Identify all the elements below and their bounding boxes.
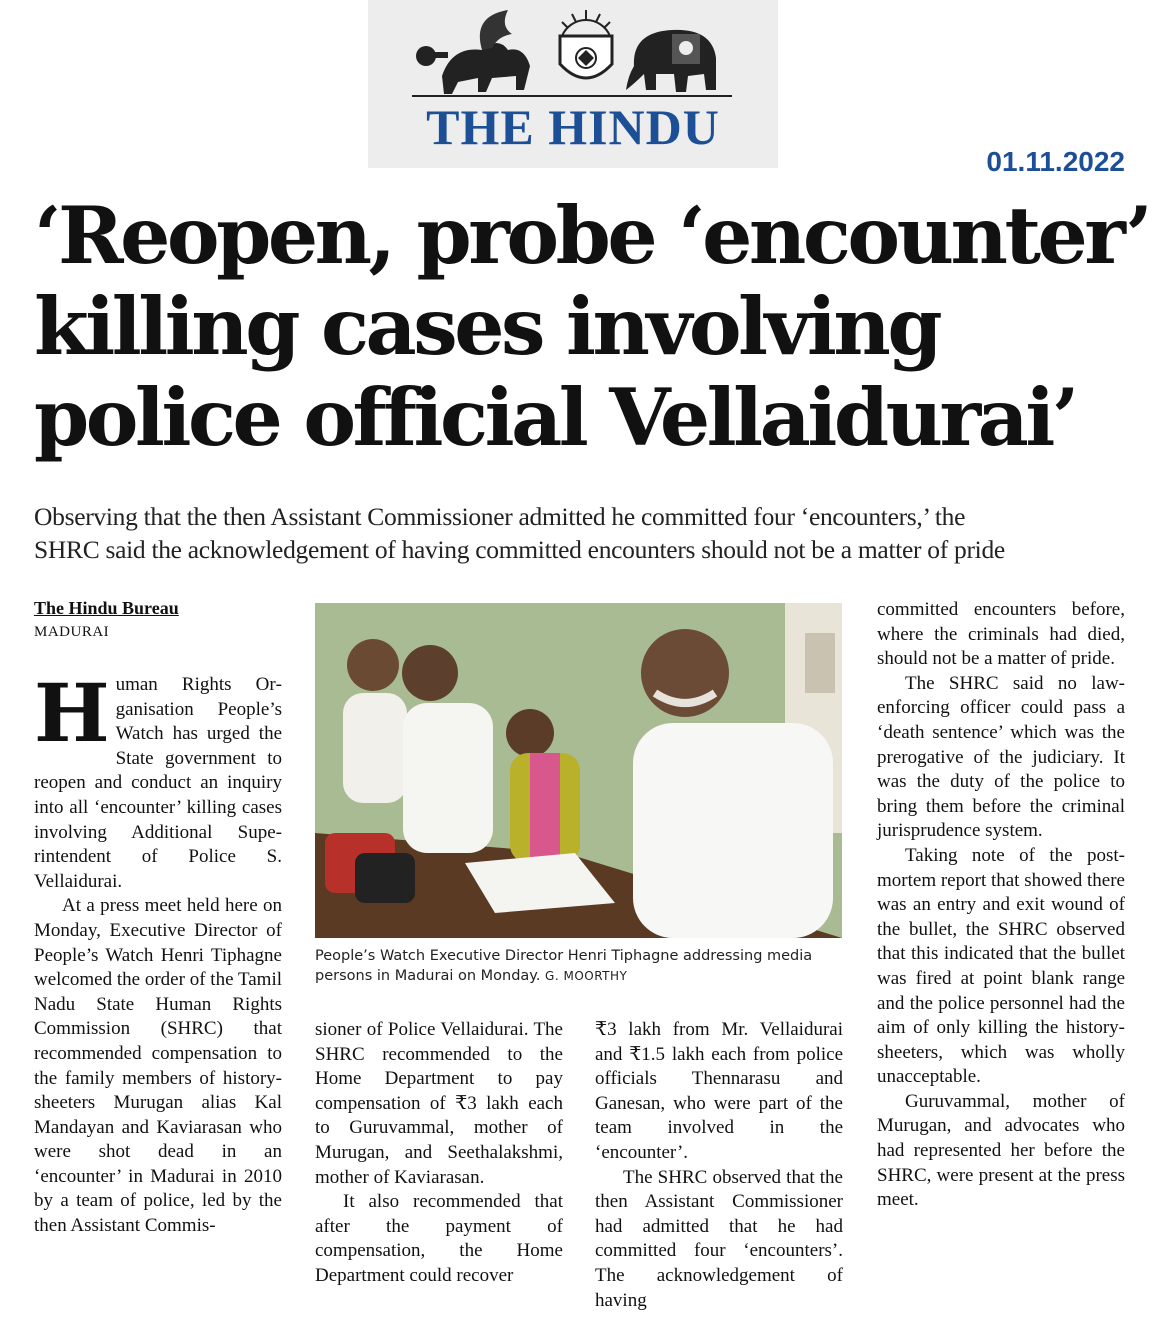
- article-column-2: [315, 1018, 563, 1289]
- masthead-crest-logo: [412, 6, 732, 98]
- paragraph: The SHRC observed that the then Assistant Commissioner had admitted that he had committed four ‘encounters’. The acknowledgement of having: [595, 1166, 843, 1311]
- deck-line: Observing that the then Assistant Commissioner admitted he committed four ‘encounters,’ the: [34, 502, 966, 531]
- masthead: [368, 0, 778, 168]
- paragraph: It also recommended that after the payment of compensation, the Home Department could recover: [315, 1191, 563, 1286]
- press-meet-photo: [315, 603, 842, 938]
- paragraph: The SHRC said no law-enforcing officer could pass a ‘death sentence’ which was the prerogative of the judiciary. It was the duty of the police to bring them before the criminal jurisprudence system.: [877, 672, 1125, 842]
- headline-line: killing cases involving: [34, 280, 940, 373]
- paragraph: ₹3 lakh from Mr. Vellaidurai and ₹1.5 lakh each from police officials Thennarasu and Ganesan, who were part of the team involved in the ‘encounter’.: [595, 1019, 843, 1163]
- paragraph: committed encounters before, where the criminals had died, should not be a matter of pride.: [877, 599, 1125, 670]
- paragraph: sioner of Police Vellaidurai. The SHRC recommended to the Home Department to pay compensation of ₹3 lakh each to Guruvammal, mother of Murugan, and Seethalakshmi, mother of Kaviarasan.: [315, 1019, 563, 1188]
- deck-line: SHRC said the acknowledgement of having committed encounters should not be a matter of pride: [34, 535, 1005, 564]
- byline: The Hindu Bureau: [34, 598, 179, 618]
- article-deck: [34, 500, 1134, 566]
- article-column-4: [877, 598, 1125, 1213]
- paragraph: [34, 666, 282, 894]
- dropcap: H: [34, 666, 110, 760]
- paragraph: Guruvammal, mother of Murugan, and advocates who had represented her before the SHRC, were present at the press meet.: [877, 1090, 1125, 1211]
- photo-credit: G. MOORTHY: [545, 969, 628, 983]
- photo-illustration: [315, 603, 842, 938]
- paragraph: Taking note of the postmortem report that showed there was an entry and exit wound of the bullet, the SHRC observed that this indicated that the bullet was fired at point blank range and the police personnel had the aim of only killing the history-sheeters, which was wholly unacceptable.: [877, 844, 1125, 1088]
- newspaper-title: THE HINDU: [426, 99, 720, 155]
- publication-date: 01.11.2022: [986, 146, 1125, 177]
- caption-text: People’s Watch Executive Director Henri Tiphagne addressing media persons in Madurai on Monday.: [315, 948, 813, 984]
- photo-caption: [315, 946, 845, 986]
- paragraph-text: uman Rights Organisation People’s Watch has urged the State government to reopen and conduct an inquiry into all ‘encounter’ killing cases involving Additional Superintendent of Police S. Vellaidurai.: [34, 674, 282, 892]
- headline-line: police official Vellaidurai’: [34, 371, 1076, 464]
- article-column-3: [595, 1018, 843, 1313]
- headline-line: ‘Reopen, probe ‘encounter’: [34, 189, 1150, 282]
- dateline: MADURAI: [34, 624, 110, 640]
- article-column-1: [34, 666, 282, 1239]
- paragraph: At a press meet held here on Monday, Executive Director of People’s Watch Henri Tiphagne welcomed the order of the Tamil Nadu State Human Rights Commission (SHRC) that recommended compensation to the family members of history-sheeters Murugan alias Kal Mandayan and Kaviarasan who were shot dead in an ‘encounter’ in Madurai in 2010 by a team of police, led by the then Assistant Commis-: [34, 895, 282, 1237]
- article-headline: [34, 189, 1150, 464]
